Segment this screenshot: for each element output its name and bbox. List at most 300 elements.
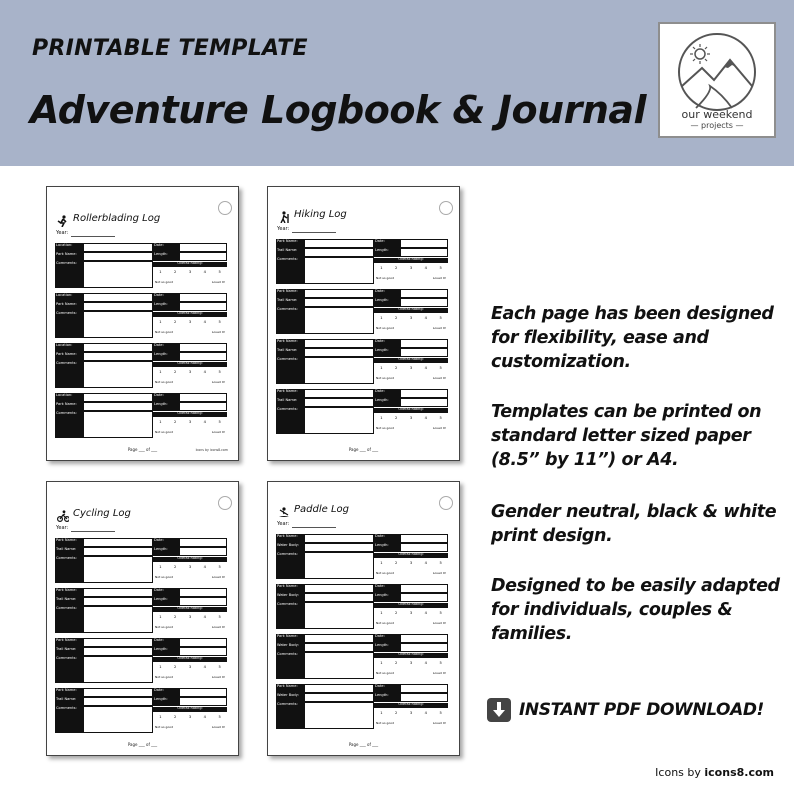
rating-low: Not so good — [155, 280, 174, 284]
rating-number: 3 — [188, 370, 192, 374]
entry-label: Comments: — [276, 702, 304, 729]
rating-label: Overall Rating: — [374, 603, 448, 608]
rating-label: Overall Rating: — [153, 607, 227, 612]
rating-number: 1 — [380, 711, 383, 715]
log-entry — [276, 684, 448, 731]
entry-field — [83, 402, 153, 411]
rating-number: 3 — [409, 316, 413, 320]
log-entry — [55, 343, 227, 390]
entry-field — [304, 643, 374, 652]
rating-number: 4 — [203, 320, 206, 324]
entry-field — [83, 606, 153, 633]
entry-label: Park Name: — [55, 538, 83, 547]
entry-field — [83, 638, 153, 647]
entry-label: Length: — [153, 697, 179, 706]
rating-scale — [153, 575, 227, 579]
page-title: Hiking Log — [294, 209, 347, 220]
rating-number: 1 — [159, 320, 162, 324]
rating-number: 1 — [159, 370, 162, 374]
rating-low: Not so good — [155, 430, 174, 434]
entry-field — [400, 339, 448, 348]
entry-field — [83, 556, 153, 583]
rating-low: Not so good — [155, 625, 174, 629]
rating-number: 4 — [203, 270, 206, 274]
rating-scale — [153, 430, 227, 434]
rating-number: 1 — [380, 561, 383, 565]
entry-field — [304, 239, 374, 248]
entry-label: Comments: — [55, 361, 83, 388]
rating-number: 5 — [439, 366, 442, 370]
entry-field — [83, 252, 153, 261]
entry-label: Park Name: — [55, 252, 83, 261]
rating-number: 4 — [203, 565, 206, 569]
rating-scale — [153, 330, 227, 334]
template-page — [267, 481, 460, 756]
rating-high: Loved it! — [211, 725, 225, 729]
rating-number: 1 — [380, 416, 383, 420]
entry-field — [400, 348, 448, 357]
entry-field — [83, 656, 153, 683]
entry-label: Comments: — [55, 556, 83, 583]
entry-field — [304, 593, 374, 602]
entry-label: Park Name: — [276, 634, 304, 643]
rating-label: Overall Rating: — [153, 312, 227, 317]
download-callout — [487, 697, 764, 723]
log-entry — [276, 534, 448, 581]
rating-number: 5 — [439, 661, 442, 665]
log-entry — [276, 634, 448, 681]
log-entry — [55, 243, 227, 290]
entry-field — [400, 248, 448, 257]
entry-field — [179, 647, 227, 656]
page-logo-icon — [218, 201, 232, 215]
entry-label: Comments: — [276, 307, 304, 334]
page-logo-icon — [439, 201, 453, 215]
rating-number: 5 — [218, 420, 221, 424]
entry-field — [179, 402, 227, 411]
rating-high: Loved it! — [432, 671, 446, 675]
entry-field — [83, 302, 153, 311]
entry-field — [304, 398, 374, 407]
entry-field — [83, 393, 153, 402]
icon-credit — [655, 766, 774, 779]
page-title: Cycling Log — [73, 508, 131, 519]
entry-field — [179, 638, 227, 647]
entry-label: Length: — [374, 298, 400, 307]
entry-field — [304, 348, 374, 357]
feature-text: Gender neutral, black & white print design. — [491, 502, 777, 546]
entry-field — [304, 584, 374, 593]
entry-label: Park Name: — [276, 584, 304, 593]
page-title: Rollerblading Log — [73, 213, 161, 224]
rating-numbers — [153, 320, 227, 324]
log-entry — [276, 289, 448, 336]
year-label: Year: — [277, 521, 290, 527]
rating-label: Overall Rating: — [374, 358, 448, 363]
rating-number: 3 — [188, 615, 192, 619]
entry-field — [304, 298, 374, 307]
rating-number: 5 — [218, 665, 221, 669]
entry-label: Park Name: — [55, 588, 83, 597]
entry-field — [304, 407, 374, 434]
entry-label: Date: — [374, 239, 400, 248]
rating-numbers — [374, 316, 448, 320]
rating-numbers — [153, 370, 227, 374]
entry-label: Date: — [153, 393, 179, 402]
entry-label: Park Name: — [276, 239, 304, 248]
entry-field — [304, 693, 374, 702]
entry-label: Length: — [374, 398, 400, 407]
rating-number: 5 — [218, 615, 221, 619]
entry-field — [304, 602, 374, 629]
entry-label: Comments: — [276, 652, 304, 679]
header-title: Adventure Logbook & Journal — [30, 88, 647, 132]
rating-number: 5 — [439, 316, 442, 320]
entry-field — [400, 684, 448, 693]
rating-number: 2 — [395, 611, 398, 615]
entry-label: Date: — [153, 538, 179, 547]
header-subtitle: PRINTABLE TEMPLATE — [32, 36, 308, 61]
entry-field — [179, 252, 227, 261]
rating-number: 4 — [424, 611, 427, 615]
rating-number: 3 — [188, 715, 192, 719]
entry-field — [179, 393, 227, 402]
rating-number: 1 — [159, 420, 162, 424]
entry-label: Length: — [153, 547, 179, 556]
log-entry — [55, 393, 227, 440]
entry-label: Length: — [374, 543, 400, 552]
rating-number: 3 — [188, 320, 192, 324]
rating-number: 2 — [395, 316, 398, 320]
rating-low: Not so good — [376, 671, 395, 675]
entry-label: Comments: — [276, 602, 304, 629]
rating-number: 5 — [218, 320, 221, 324]
page-footer: Page ___ of ___ — [127, 447, 158, 452]
rating-number: 5 — [439, 711, 442, 715]
rating-number: 2 — [174, 715, 177, 719]
rating-number: 2 — [174, 320, 177, 324]
entry-field — [304, 307, 374, 334]
rating-number: 2 — [174, 615, 177, 619]
rating-numbers — [374, 266, 448, 270]
entry-label: Length: — [153, 647, 179, 656]
rating-number: 3 — [409, 366, 413, 370]
page-footer: Page ___ of ___ — [127, 742, 158, 747]
rating-numbers — [153, 420, 227, 424]
entry-label: Comments: — [55, 606, 83, 633]
entry-field — [179, 352, 227, 361]
log-entry — [276, 389, 448, 436]
entry-label: Park Name: — [55, 302, 83, 311]
rating-number: 4 — [424, 366, 427, 370]
rating-scale — [153, 625, 227, 629]
rating-low: Not so good — [376, 621, 395, 625]
page-credit: Icons by icons8.com — [195, 448, 228, 452]
credit-site: icons8.com — [704, 766, 774, 779]
rating-number: 2 — [395, 416, 398, 420]
rating-number: 4 — [424, 661, 427, 665]
log-entry — [55, 688, 227, 735]
rating-high: Loved it! — [211, 330, 225, 334]
rating-high: Loved it! — [432, 621, 446, 625]
page-logo-icon — [439, 496, 453, 510]
entry-field — [83, 343, 153, 352]
rating-number: 5 — [218, 270, 221, 274]
rating-number: 2 — [174, 565, 177, 569]
entry-label: Length: — [374, 643, 400, 652]
entry-label: Comments: — [55, 311, 83, 338]
entry-field — [304, 357, 374, 384]
rating-high: Loved it! — [211, 280, 225, 284]
rating-low: Not so good — [376, 571, 395, 575]
entry-field — [83, 688, 153, 697]
rating-numbers — [374, 661, 448, 665]
rating-number: 1 — [159, 615, 162, 619]
entry-field — [304, 684, 374, 693]
entry-field — [83, 361, 153, 388]
entry-field — [304, 534, 374, 543]
entry-field — [400, 298, 448, 307]
entry-label: Date: — [374, 389, 400, 398]
rating-low: Not so good — [155, 675, 174, 679]
rating-scale — [374, 326, 448, 330]
entry-field — [400, 398, 448, 407]
rating-number: 3 — [188, 270, 192, 274]
entry-field — [179, 547, 227, 556]
rating-number: 5 — [439, 561, 442, 565]
rating-number: 1 — [159, 715, 162, 719]
entry-label: Comments: — [55, 411, 83, 438]
rating-numbers — [374, 416, 448, 420]
rating-number: 4 — [424, 316, 427, 320]
rating-number: 1 — [159, 270, 162, 274]
rating-number: 4 — [203, 715, 206, 719]
entry-label: Location: — [55, 293, 83, 302]
entry-label: Length: — [153, 252, 179, 261]
year-line — [71, 236, 115, 237]
entry-field — [179, 688, 227, 697]
rating-low: Not so good — [376, 276, 395, 280]
rating-number: 3 — [188, 420, 192, 424]
rating-number: 5 — [439, 416, 442, 420]
rating-numbers — [153, 665, 227, 669]
entry-label: Park Name: — [55, 352, 83, 361]
rating-numbers — [374, 561, 448, 565]
entry-field — [304, 702, 374, 729]
entry-field — [83, 647, 153, 656]
rating-scale — [374, 671, 448, 675]
rating-number: 3 — [188, 665, 192, 669]
template-page — [46, 186, 239, 461]
feature-text: Templates can be printed on standard letter sized paper (8.5” by 11”) or A4. — [491, 402, 762, 470]
rating-scale — [153, 675, 227, 679]
entry-label: Park Name: — [276, 339, 304, 348]
rating-label: Overall Rating: — [153, 412, 227, 417]
rating-numbers — [153, 565, 227, 569]
log-entry — [55, 588, 227, 635]
entry-label: Date: — [374, 584, 400, 593]
entry-field — [304, 257, 374, 284]
entry-field — [400, 693, 448, 702]
rating-low: Not so good — [155, 380, 174, 384]
rating-high: Loved it! — [432, 426, 446, 430]
entry-label: Trail Name: — [55, 597, 83, 606]
entry-field — [83, 588, 153, 597]
log-entry — [276, 239, 448, 286]
rating-low: Not so good — [376, 721, 395, 725]
rating-low: Not so good — [155, 575, 174, 579]
year-line — [292, 232, 336, 233]
log-entry — [276, 584, 448, 631]
entry-field — [179, 243, 227, 252]
rating-scale — [374, 721, 448, 725]
rating-number: 4 — [424, 266, 427, 270]
rating-label: Overall Rating: — [153, 557, 227, 562]
entry-label: Date: — [153, 343, 179, 352]
entry-label: Park Name: — [276, 534, 304, 543]
entry-label: Trail Name: — [55, 697, 83, 706]
entry-field — [83, 697, 153, 706]
rating-low: Not so good — [376, 376, 395, 380]
rating-number: 1 — [380, 316, 383, 320]
rating-number: 2 — [174, 665, 177, 669]
credit-prefix: Icons by — [655, 766, 705, 779]
entry-label: Length: — [153, 352, 179, 361]
entry-label: Length: — [153, 402, 179, 411]
entry-label: Date: — [153, 638, 179, 647]
entry-label: Date: — [374, 634, 400, 643]
rating-number: 3 — [409, 711, 413, 715]
entry-label: Comments: — [276, 357, 304, 384]
entry-label: Length: — [153, 597, 179, 606]
rating-high: Loved it! — [432, 721, 446, 725]
entry-label: Park Name: — [55, 402, 83, 411]
rating-number: 1 — [380, 611, 383, 615]
rating-label: Overall Rating: — [374, 258, 448, 263]
entry-label: Comments: — [276, 407, 304, 434]
entry-label: Length: — [153, 302, 179, 311]
rating-low: Not so good — [376, 426, 395, 430]
rating-number: 1 — [380, 266, 383, 270]
cyclist-icon — [57, 507, 69, 519]
rating-number: 2 — [395, 561, 398, 565]
rating-high: Loved it! — [432, 326, 446, 330]
rating-numbers — [374, 366, 448, 370]
rating-high: Loved it! — [432, 276, 446, 280]
entry-field — [304, 389, 374, 398]
entry-label: Water Body: — [276, 693, 304, 702]
entry-field — [400, 643, 448, 652]
entry-label: Date: — [374, 339, 400, 348]
entry-field — [304, 652, 374, 679]
rating-label: Overall Rating: — [374, 553, 448, 558]
download-arrow-icon — [487, 698, 511, 722]
entry-label: Trail Name: — [276, 398, 304, 407]
entry-field — [400, 584, 448, 593]
rating-scale — [374, 376, 448, 380]
rating-low: Not so good — [155, 725, 174, 729]
entry-label: Comments: — [55, 656, 83, 683]
entry-label: Trail Name: — [276, 348, 304, 357]
entry-label: Length: — [374, 248, 400, 257]
rating-scale — [374, 276, 448, 280]
entry-label: Park Name: — [276, 389, 304, 398]
entry-field — [83, 547, 153, 556]
rating-label: Overall Rating: — [153, 657, 227, 662]
entry-field — [179, 302, 227, 311]
entry-field — [304, 289, 374, 298]
rating-numbers — [153, 615, 227, 619]
rating-number: 3 — [409, 661, 413, 665]
paddler-icon — [278, 503, 290, 515]
entry-label: Water Body: — [276, 543, 304, 552]
entry-field — [179, 538, 227, 547]
feature-text: Each page has been designed for flexibility, ease and customization. — [491, 304, 774, 372]
entry-label: Date: — [153, 243, 179, 252]
rating-high: Loved it! — [432, 376, 446, 380]
entry-label: Date: — [374, 289, 400, 298]
rollerblader-icon — [57, 212, 69, 224]
entry-label: Location: — [55, 243, 83, 252]
template-page — [267, 186, 460, 461]
entry-field — [83, 243, 153, 252]
rating-scale — [374, 426, 448, 430]
entry-field — [304, 248, 374, 257]
rating-number: 2 — [395, 366, 398, 370]
entry-field — [83, 293, 153, 302]
rating-number: 4 — [203, 370, 206, 374]
rating-number: 4 — [424, 561, 427, 565]
year-label: Year: — [277, 226, 290, 232]
entry-field — [83, 538, 153, 547]
rating-number: 4 — [203, 665, 206, 669]
rating-low: Not so good — [376, 326, 395, 330]
rating-scale — [374, 571, 448, 575]
entry-label: Trail Name: — [276, 248, 304, 257]
rating-scale — [153, 725, 227, 729]
rating-number: 4 — [203, 615, 206, 619]
rating-number: 1 — [380, 366, 383, 370]
rating-number: 2 — [395, 266, 398, 270]
page-footer: Page ___ of ___ — [348, 742, 379, 747]
entry-field — [400, 289, 448, 298]
rating-label: Overall Rating: — [153, 707, 227, 712]
rating-numbers — [153, 715, 227, 719]
rating-number: 1 — [159, 665, 162, 669]
entry-label: Trail Name: — [55, 547, 83, 556]
header-banner — [0, 0, 794, 166]
entry-field — [83, 411, 153, 438]
rating-number: 2 — [174, 420, 177, 424]
rating-label: Overall Rating: — [374, 703, 448, 708]
entry-label: Park Name: — [55, 688, 83, 697]
log-entry — [55, 638, 227, 685]
template-page — [46, 481, 239, 756]
entry-label: Comments: — [55, 706, 83, 733]
entry-field — [83, 261, 153, 288]
rating-scale — [153, 380, 227, 384]
entry-label: Date: — [153, 293, 179, 302]
brand-logo — [658, 22, 776, 138]
entry-field — [400, 593, 448, 602]
entry-field — [179, 343, 227, 352]
entry-label: Trail Name: — [55, 647, 83, 656]
entry-field — [400, 634, 448, 643]
entry-field — [400, 534, 448, 543]
rating-label: Overall Rating: — [374, 653, 448, 658]
rating-number: 2 — [174, 270, 177, 274]
rating-label: Overall Rating: — [374, 408, 448, 413]
